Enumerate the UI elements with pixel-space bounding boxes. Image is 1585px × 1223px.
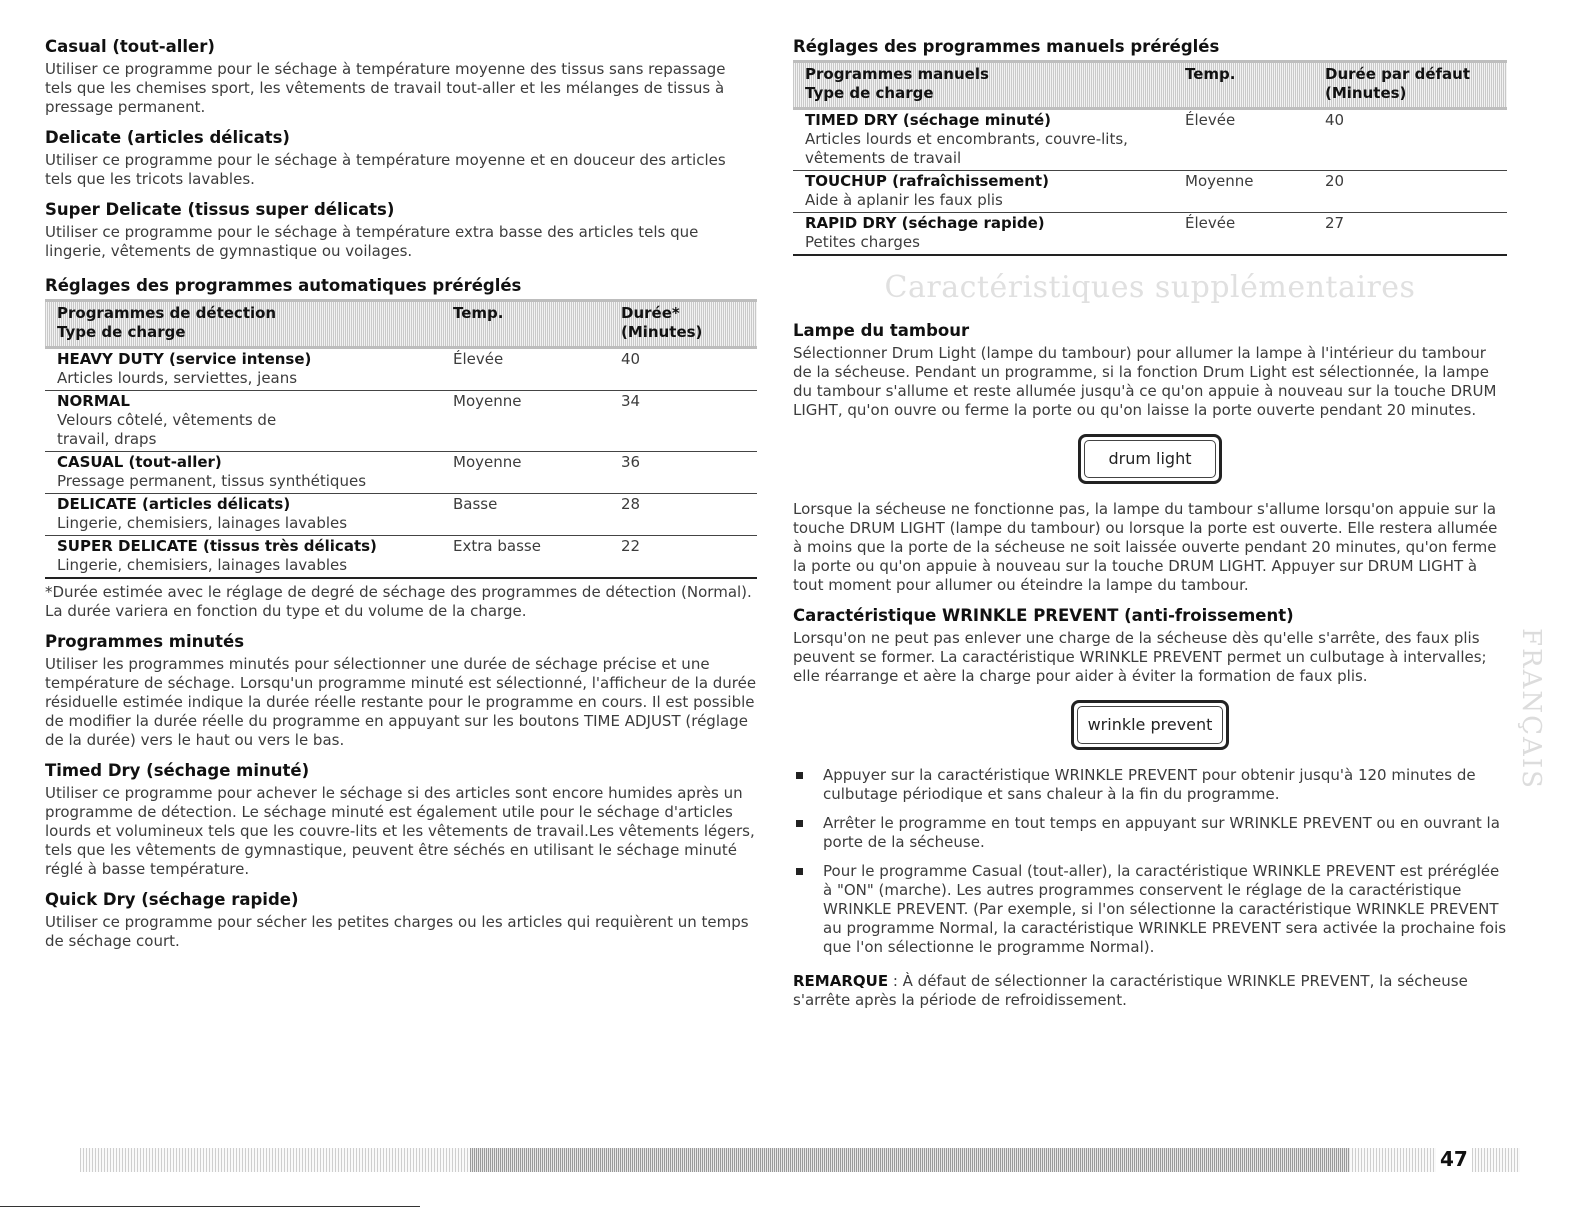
program-name: NORMAL <box>57 392 130 410</box>
wrinkle-prevent-list <box>793 766 1507 957</box>
timed-dry-text: Utiliser ce programme pour achever le séchage si des articles sont encore humides après un programme de détection. Le séchage minuté est également utile pour le séchage d'articles lourds et volumineux tels que les couvre-lits et les vêtements de travail.Les vêtements légers, tels que les vêtements de gymnastique, peuvent être séchés en utilisant le séchage minuté réglé à basse température. <box>45 784 755 878</box>
minutes-value: 40 <box>621 350 641 368</box>
drum-light-heading: Lampe du tambour <box>793 321 970 340</box>
minutes-value: 34 <box>621 392 641 410</box>
temp-value: Élevée <box>453 350 504 368</box>
header-duration: Durée* <box>621 304 680 322</box>
wrinkle-prevent-button-label: wrinkle prevent <box>1077 706 1223 744</box>
wrinkle-prevent-text: Lorsqu'on ne peut pas enlever une charge de la sécheuse dès qu'elle s'arrête, des faux plis peuvent se former. La caractéristique WRINKLE PREVENT permet un culbutage à intervalles; elle réarrange et aère la charge pour aider à éviter la formation de faux plis. <box>793 629 1487 685</box>
page-number: 47 <box>1436 1146 1472 1172</box>
minutes-value: 40 <box>1325 111 1345 129</box>
bullet-square-icon <box>796 868 803 875</box>
super-delicate-heading: Super Delicate (tissus super délicats) <box>45 200 395 219</box>
program-name: HEAVY DUTY (service intense) <box>57 350 312 368</box>
table-row <box>793 213 1507 256</box>
footer-band-dark <box>470 1148 1350 1172</box>
left-column <box>45 36 757 961</box>
minutes-value: 28 <box>621 495 641 513</box>
list-item: Pour le programme Casual (tout-aller), la caractéristique WRINKLE PREVENT est préréglée à "ON" (marche). Les autres programmes conservent le réglage de la caractéristique WRINKLE PREVENT. (Par exemple, si l'on sélectionne la caractéristique WRINKLE PREVENT au programme Normal, la caractéristique WRINKLE PREVENT sera activée la prochaine fois que l'on sélectionne le programme Normal). <box>793 862 1507 957</box>
load-type: Articles lourds, serviettes, jeans <box>57 369 298 387</box>
timed-dry-section <box>45 760 757 879</box>
delicate-section <box>45 127 757 189</box>
right-column <box>793 36 1507 1025</box>
minutes-value: 20 <box>1325 172 1345 190</box>
quick-dry-heading: Quick Dry (séchage rapide) <box>45 890 299 909</box>
timed-dry-heading: Timed Dry (séchage minuté) <box>45 761 310 780</box>
drum-light-button-label: drum light <box>1084 440 1216 478</box>
load-type: Lingerie, chemisiers, lainages lavables <box>57 556 348 574</box>
load-type: Articles lourds et encombrants, couvre-lits, vêtements de travail <box>805 130 1128 167</box>
manual-table-title: Réglages des programmes manuels préréglés <box>793 37 1220 56</box>
note <box>793 972 1507 1010</box>
timed-programs-text: Utiliser les programmes minutés pour sélectionner une durée de séchage précise et une température de séchage. Lorsqu'un programme minuté est sélectionné, l'afficheur de la durée résiduelle estimée indique la durée réelle restante pour le programme en cours. Il est possible de modifier la durée réelle du programme en appuyant sur les boutons TIME ADJUST (réglage de la durée) vers le haut ou vers le bas. <box>45 655 757 749</box>
temp-value: Basse <box>453 495 498 513</box>
table-row <box>45 494 757 536</box>
language-tab: FRANÇAIS <box>1516 628 1546 790</box>
table-row <box>793 171 1507 213</box>
casual-heading: Casual (tout-aller) <box>45 37 215 56</box>
drum-light-text-2: Lorsque la sécheuse ne fonctionne pas, la lampe du tambour s'allume lorsqu'on appuie sur la touche DRUM LIGHT (lampe du tambour) ou lorsque la porte est ouverte. Elle restera allumée à moins que la porte de la sécheuse ne soit laissée ouverte pendant 20 minutes, qu'on ferme la porte ou qu'on appuie à nouveau sur la touche DRUM LIGHT. Appuyer sur DRUM LIGHT à tout moment pour allumer ou éteindre la lampe du tambour. <box>793 500 1498 594</box>
delicate-text: Utiliser ce programme pour le séchage à température moyenne et en douceur des articles tels que les tricots lavables. <box>45 151 726 188</box>
delicate-heading: Delicate (articles délicats) <box>45 128 290 147</box>
timed-programs-heading: Programmes minutés <box>45 632 245 651</box>
header-minutes: (Minutes) <box>1325 84 1407 102</box>
table-row <box>45 452 757 494</box>
header-programs: Programmes de détection <box>57 304 277 322</box>
casual-text: Utiliser ce programme pour le séchage à température moyenne des tissus sans repassage tels que les chemises sport, les vêtements de travail tout-aller et les mélanges de tissus à pressage permanent. <box>45 60 726 116</box>
load-type: Pressage permanent, tissus synthétiques <box>57 472 367 490</box>
minutes-value: 27 <box>1325 214 1345 232</box>
table-row <box>793 110 1507 171</box>
temp-value: Extra basse <box>453 537 541 555</box>
super-delicate-section <box>45 199 757 261</box>
minutes-value: 36 <box>621 453 641 471</box>
manual-programs-table <box>793 60 1507 256</box>
temp-value: Élevée <box>1185 214 1236 232</box>
load-type: Lingerie, chemisiers, lainages lavables <box>57 514 348 532</box>
program-name: TOUCHUP (rafraîchissement) <box>805 172 1049 190</box>
note-text: : À défaut de sélectionner la caractéristique WRINKLE PREVENT, la sécheuse s'arrête après la période de refroidissement. <box>793 972 1468 1009</box>
header-minutes: (Minutes) <box>621 323 703 341</box>
header-duration: Durée par défaut <box>1325 65 1470 83</box>
header-temp: Temp. <box>453 304 504 322</box>
table-row <box>45 349 757 391</box>
timed-programs-section <box>45 631 757 750</box>
temp-value: Moyenne <box>1185 172 1254 190</box>
quick-dry-text: Utiliser ce programme pour sécher les petites charges ou les articles qui requièrent un temps de séchage court. <box>45 913 749 950</box>
temp-value: Moyenne <box>453 453 522 471</box>
header-load-type: Type de charge <box>805 84 934 102</box>
bullet-square-icon <box>796 820 803 827</box>
auto-programs-table <box>45 299 757 579</box>
header-load-type: Type de charge <box>57 323 186 341</box>
temp-value: Élevée <box>1185 111 1236 129</box>
load-type: Velours côtelé, vêtements de travail, draps <box>57 411 277 448</box>
table-header <box>45 299 757 349</box>
table-row <box>45 536 757 579</box>
auto-table-title: Réglages des programmes automatiques préréglés <box>45 276 522 295</box>
header-temp: Temp. <box>1185 65 1236 83</box>
features-title: Caractéristiques supplémentaires <box>884 270 1416 305</box>
wrinkle-prevent-heading: Caractéristique WRINKLE PREVENT (anti-froissement) <box>793 606 1294 625</box>
casual-section <box>45 36 757 117</box>
quick-dry-section <box>45 889 757 951</box>
program-name: TIMED DRY (séchage minuté) <box>805 111 1052 129</box>
note-label: REMARQUE <box>793 972 889 990</box>
drum-light-section <box>793 320 1507 595</box>
program-name: CASUAL (tout-aller) <box>57 453 222 471</box>
load-type: Aide à aplanir les faux plis <box>805 191 1003 209</box>
program-name: DELICATE (articles délicats) <box>57 495 291 513</box>
program-name: SUPER DELICATE (tissus très délicats) <box>57 537 377 555</box>
drum-light-text: Sélectionner Drum Light (lampe du tambour) pour allumer la lampe à l'intérieur du tambour de la sécheuse. Pendant un programme, si la fonction Drum Light est sélectionnée, la lampe du tambour s'allume et reste allumée jusqu'à ce qu'on appuie à nouveau sur la touche DRUM LIGHT, qu'on ouvre ou ferme la porte ou qu'on laisse la porte ouverte pendant 20 minutes. <box>793 344 1497 419</box>
list-item: Arrêter le programme en tout temps en appuyant sur WRINKLE PREVENT ou en ouvrant la porte de la sécheuse. <box>793 814 1507 852</box>
header-programs: Programmes manuels <box>805 65 989 83</box>
table-header <box>793 60 1507 110</box>
wrinkle-prevent-button[interactable] <box>1071 700 1229 750</box>
program-name: RAPID DRY (séchage rapide) <box>805 214 1045 232</box>
super-delicate-text: Utiliser ce programme pour le séchage à température extra basse des articles tels que lingerie, vêtements de gymnastique ou voilages. <box>45 223 699 260</box>
drum-light-button[interactable] <box>1078 434 1222 484</box>
temp-value: Moyenne <box>453 392 522 410</box>
table-row <box>45 391 757 452</box>
minutes-value: 22 <box>621 537 641 555</box>
table-footnote: *Durée estimée avec le réglage de degré de séchage des programmes de détection (Normal). La durée variera en fonction du type et du volume de la charge. <box>45 583 752 620</box>
bullet-square-icon <box>796 772 803 779</box>
load-type: Petites charges <box>805 233 920 251</box>
bottom-rule <box>0 1206 420 1207</box>
wrinkle-prevent-section <box>793 605 1507 1010</box>
list-item: Appuyer sur la caractéristique WRINKLE PREVENT pour obtenir jusqu'à 120 minutes de culbutage périodique et sans chaleur à la fin du programme. <box>793 766 1507 804</box>
